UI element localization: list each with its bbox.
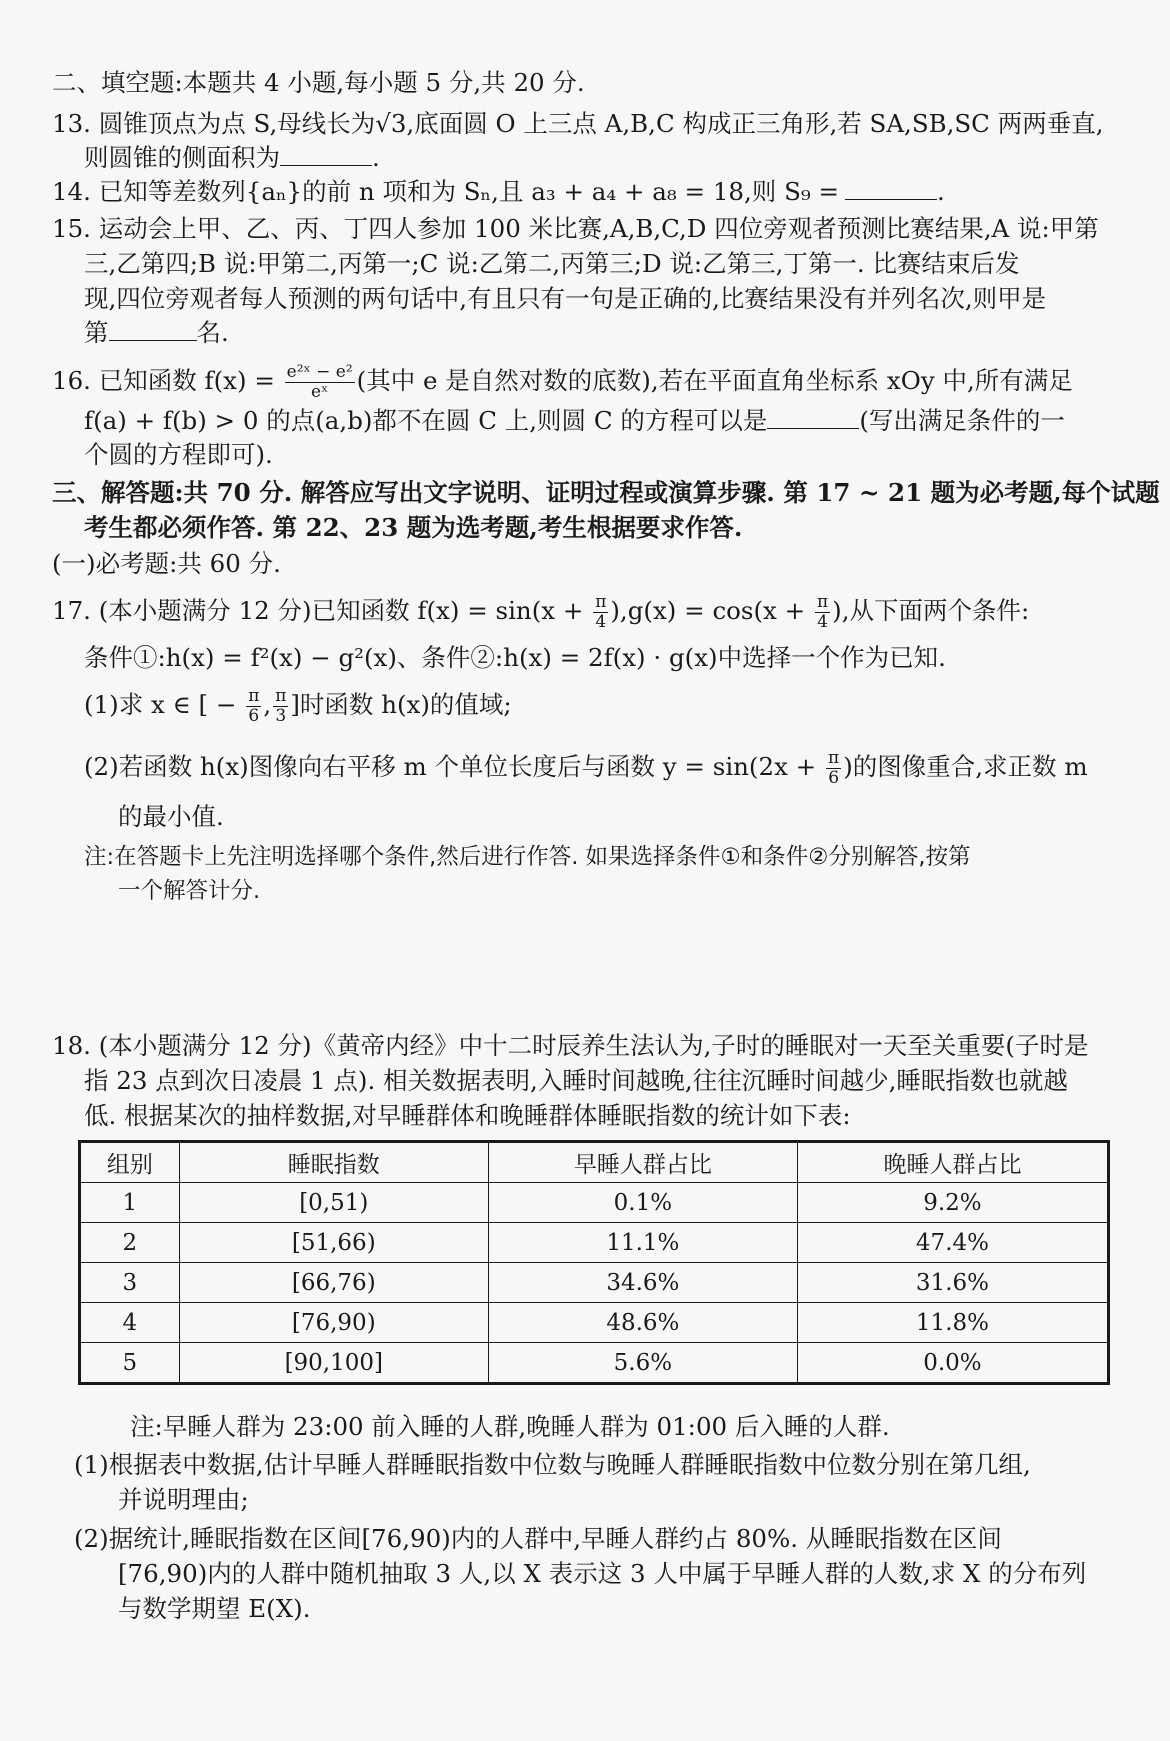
q18-sub2-line3: 与数学期望 E(X). — [118, 1594, 311, 1623]
q16-frac-num: e²ˣ − e² — [286, 362, 353, 382]
header-group: 组别 — [80, 1142, 180, 1183]
cell-late: 9.2% — [797, 1183, 1108, 1223]
q17-sub1-prefix: (1)求 x ∈ [ − — [84, 690, 237, 719]
cell-group: 2 — [80, 1223, 180, 1263]
q13-line2: 则圆锥的侧面积为 . — [84, 143, 380, 172]
q17-sub2-suffix: )的图像重合,求正数 m — [843, 752, 1088, 781]
header-late-ratio: 晚睡人群占比 — [797, 1142, 1108, 1183]
q17-p1: 17. (本小题满分 12 分)已知函数 f(x) = sin(x + — [52, 596, 584, 625]
table-row — [80, 1183, 1109, 1223]
frac-num: π — [275, 686, 287, 706]
q15-line2: 三,乙第四;B 说:甲第二,丙第一;C 说:乙第二,丙第三;D 说:乙第三,丁第一. 比赛结束后发 — [84, 249, 1020, 278]
q13-line1: 13. 圆锥顶点为点 S,母线长为√3,底面圆 O 上三点 A,B,C 构成正三角形,若 SA,SB,SC 两两垂直, — [52, 109, 1104, 138]
cell-late: 47.4% — [797, 1223, 1108, 1263]
cell-range: [51,66) — [179, 1223, 488, 1263]
cell-group: 3 — [80, 1263, 180, 1303]
q17-sub2-line2: 的最小值. — [118, 802, 224, 831]
q16-fraction — [285, 363, 355, 402]
section3-line2: 考生都必须作答. 第 22、23 题为选考题,考生根据要求作答. — [84, 513, 743, 542]
q16-frac-den: eˣ — [311, 382, 329, 402]
table-row — [80, 1343, 1109, 1384]
table-row — [80, 1263, 1109, 1303]
pi-over-6 — [246, 687, 261, 726]
pi-over-4 — [815, 593, 830, 632]
header-early-ratio: 早睡人群占比 — [488, 1142, 797, 1183]
q17-note2: 一个解答计分. — [118, 878, 261, 904]
q17-p2: ),g(x) = cos(x + — [610, 596, 806, 625]
q16-prefix: 16. 已知函数 f(x) = — [52, 366, 275, 395]
frac-den: 6 — [248, 706, 260, 726]
q17-sub1: (1)求 x ∈ [ − $\frac{\pi}{6}$ , $\frac{\pi}{3}$ ]时函数 h(x)的值域; — [84, 686, 512, 726]
q17-sub2 — [84, 742, 1124, 792]
cell-group: 5 — [80, 1343, 180, 1384]
cell-early: 0.1% — [488, 1183, 797, 1223]
frac-num: π — [595, 592, 607, 612]
table-row — [80, 1223, 1109, 1263]
q15-line4-suffix: 名. — [196, 318, 229, 347]
q17-sub2-prefix: (2)若函数 h(x)图像向右平移 m 个单位长度后与函数 y = sin(2x + — [84, 752, 817, 781]
q17-note1: 注:在答题卡上先注明选择哪个条件,然后进行作答. 如果选择条件①和条件②分别解答,按第 — [84, 844, 971, 870]
answer-blank — [845, 177, 937, 200]
q15-line3: 现,四位旁观者每人预测的两句话中,有且只有一句是正确的,比赛结果没有并列名次,则甲是 — [84, 284, 1047, 313]
cell-early: 48.6% — [488, 1303, 797, 1343]
pi-over-4 — [593, 593, 608, 632]
q18-sub2-line2: [76,90)内的人群中随机抽取 3 人,以 X 表示这 3 人中属于早睡人群的人数,求 X 的分布列 — [118, 1559, 1087, 1588]
q16-line2-prefix: f(a) + f(b) > 0 的点(a,b)都不在圆 C 上,则圆 C 的方程可以是 — [84, 406, 768, 435]
q14-line: 14. 已知等差数列{aₙ}的前 n 项和为 Sₙ,且 a₃ + a₄ + a₈ = 18,则 S₉ = . — [52, 177, 945, 206]
q16-line3: 个圆的方程即可). — [84, 440, 273, 469]
frac-num: π — [828, 748, 840, 768]
frac-den: 3 — [275, 706, 287, 726]
q13-line2-text: 则圆锥的侧面积为 — [84, 143, 280, 172]
cell-group: 1 — [80, 1183, 180, 1223]
q18-sub1-line1: (1)根据表中数据,估计早睡人群睡眠指数中位数与晚睡人群睡眠指数中位数分别在第几组, — [74, 1450, 1031, 1479]
q17-sub1-suffix: ]时函数 h(x)的值域; — [290, 690, 512, 719]
frac-num: π — [816, 592, 829, 612]
cell-early: 34.6% — [488, 1263, 797, 1303]
pi-over-3 — [273, 687, 288, 726]
cell-group: 4 — [80, 1303, 180, 1343]
cell-range: [66,76) — [179, 1263, 488, 1303]
header-sleep-index: 睡眠指数 — [179, 1142, 488, 1183]
q17-line1 — [52, 586, 1124, 636]
section3-line1: 三、解答题:共 70 分. 解答应写出文字说明、证明过程或演算步骤. 第 17 ~ 21 题为必考题,每个试题 — [52, 478, 1160, 507]
cell-early: 5.6% — [488, 1343, 797, 1384]
cell-late: 31.6% — [797, 1263, 1108, 1303]
q18-line2: 指 23 点到次日凌晨 1 点). 相关数据表明,入睡时间越晚,往往沉睡时间越少,睡眠指数也就越 — [84, 1066, 1068, 1095]
q18-sub2-line1: (2)据统计,睡眠指数在区间[76,90)内的人群中,早睡人群约占 80%. 从睡眠指数在区间 — [74, 1524, 1002, 1553]
q15-line4-prefix: 第 — [84, 318, 109, 347]
q18-sub1-line2: 并说明理由; — [118, 1485, 249, 1514]
frac-den: 6 — [828, 768, 840, 788]
q17-p3: ),从下面两个条件: — [832, 596, 1030, 625]
q15-line4 — [84, 316, 1124, 350]
q16-line2 — [84, 404, 1124, 438]
q17-conditions: 条件①:h(x) = f²(x) − g²(x)、条件②:h(x) = 2f(x) · g(x)中选择一个作为已知. — [84, 643, 946, 672]
pi-over-6 — [826, 749, 841, 788]
cell-late: 0.0% — [797, 1343, 1108, 1384]
q15-line1: 15. 运动会上甲、乙、丙、丁四人参加 100 米比赛,A,B,C,D 四位旁观者预测比赛结果,A 说:甲第 — [52, 214, 1099, 243]
table-header-row — [80, 1142, 1109, 1183]
q16-line1 — [52, 358, 1124, 404]
section3-sub: (一)必考题:共 60 分. — [52, 549, 281, 578]
answer-blank — [767, 406, 859, 429]
frac-num: π — [248, 686, 260, 706]
q18-table-note: 注:早睡人群为 23:00 前入睡的人群,晚睡人群为 01:00 后入睡的人群. — [130, 1412, 890, 1441]
q18-line1: 18. (本小题满分 12 分)《黄帝内经》中十二时辰养生法认为,子时的睡眠对一天至关重要(子时是 — [52, 1031, 1089, 1060]
frac-den: 4 — [817, 612, 828, 632]
cell-range: [0,51) — [179, 1183, 488, 1223]
answer-blank — [109, 318, 197, 341]
sleep-index-table — [78, 1140, 1110, 1385]
cell-late: 11.8% — [797, 1303, 1108, 1343]
table-row — [80, 1303, 1109, 1343]
q14-text: 14. 已知等差数列{aₙ}的前 n 项和为 Sₙ,且 a₃ + a₄ + a₈ = 18,则 S₉ = — [52, 177, 840, 206]
cell-range: [76,90) — [179, 1303, 488, 1343]
frac-den: 4 — [595, 612, 607, 632]
q16-rest: (其中 e 是自然对数的底数),若在平面直角坐标系 xOy 中,所有满足 — [356, 366, 1073, 395]
q16-line2-suffix: (写出满足条件的一 — [859, 406, 1065, 435]
answer-blank — [280, 143, 372, 166]
cell-early: 11.1% — [488, 1223, 797, 1263]
cell-range: [90,100] — [179, 1343, 488, 1384]
section2-header: 二、填空题:本题共 4 小题,每小题 5 分,共 20 分. — [52, 68, 585, 97]
q18-line3: 低. 根据某次的抽样数据,对早睡群体和晚睡群体睡眠指数的统计如下表: — [84, 1101, 851, 1130]
